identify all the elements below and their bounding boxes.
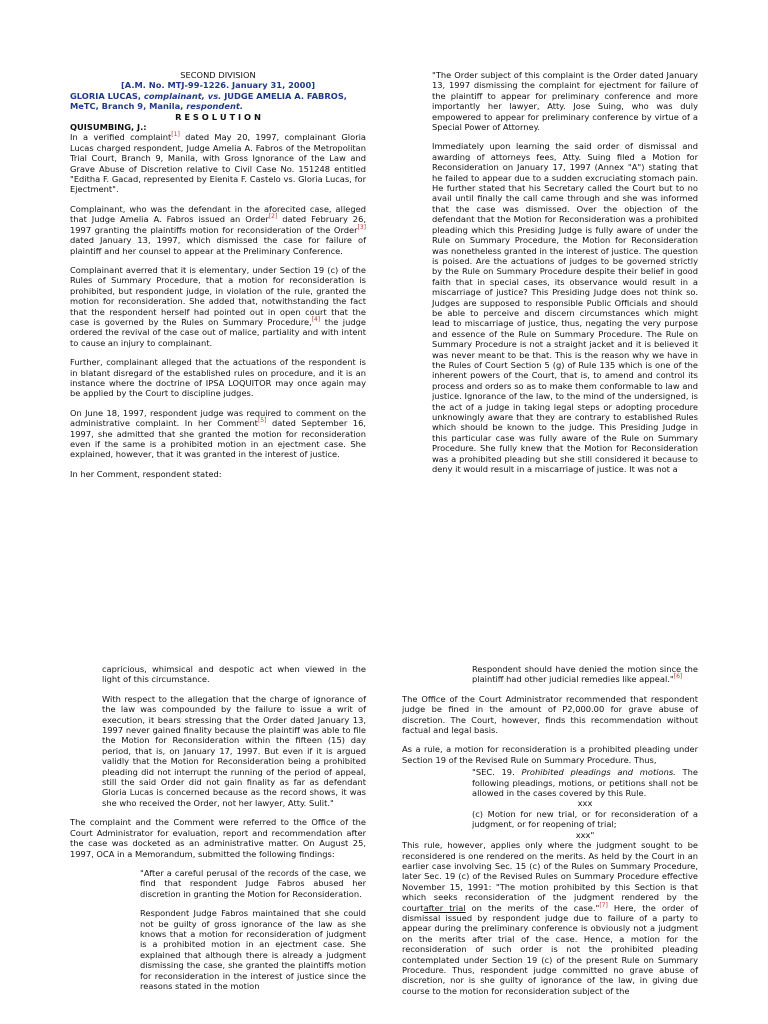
quoted-paragraph: Respondent Judge Fabros maintained that she could not be guilty of gross ignorance of the law as she knows that a motion for reconsideration of judgment is a prohibited motion in an ejectment case. She explained that although there is already a judgment dismissing the case, she granted the plaintiffs motion for reconsideration in the interest of justice since the reasons stated in the motion (140, 908, 366, 991)
quoted-paragraph: Respondent should have denied the motion since the plaintiff had other judicial remedies like appeal."[6] (472, 664, 698, 685)
paragraph: The complaint and the Comment were referred to the Office of the Court Administrator for evaluation, report and recommendation after the case was docketed as an administrative matter. On August 25, 1997, OCA in a Memorandum, submitted the following findings: (70, 817, 366, 859)
paragraph: In a verified complaint[1] dated May 20, 1997, complainant Gloria Lucas charged respondent, Judge Amelia A. Fabros of the Metropolitan Trial Court, Branch 9, Manila, with Gross Ignorance of the Law and Grave Abuse of Discretion relative to Civil Case No. 151248 entitled "Editha F. Gacad, represented by Elenita F. Castelo vs. Gloria Lucas, for Ejectment". (70, 131, 366, 195)
paragraph: This rule, however, applies only where the judgment sought to be reconsidered is one rendered on the merits. As held by the Court in an earlier case involving Sec. 15 (c) of the Rules on Summary Procedure, later Sec. 19 (c) of the Revised Rules on Summary Procedure effective November 15, 1991: "The motion prohibited by this Section is that which seeks reconsideration of the judgment rendered by the courtafter trial on the merits of the case."[7] Here, the order of dismissal issued by respondent judge due to failure of a party to appear during the preliminary conference is obviously not a judgment on the merits after trial of the case. Hence, a motion for the reconsideration of such order is not the prohibited pleading contemplated under Section 19 (c) of the present Rule on Summary Procedure. Thus, respondent judge committed no grave abuse of discretion, nor is she guilty of ignorance of the law, in giving due course to the motion for reconsideration subject of the (402, 840, 698, 996)
quoted-paragraph: capricious, whimsical and despotic act when viewed in the light of this circumstance. (102, 664, 366, 685)
ellipsis-separator: xxx (577, 798, 593, 809)
footnote-link[interactable]: [5] (257, 417, 267, 425)
footnote-link[interactable]: [6] (673, 673, 683, 681)
footnote-link[interactable]: [2] (268, 213, 278, 221)
paragraph: Further, complainant alleged that the actuations of the respondent is in blatant disregard of the established rules on procedure, and it is an instance where the doctrine of IPSA LOQUITOR may once again may be applied by the Court to discipline judges. (70, 357, 366, 399)
paragraph: As a rule, a motion for reconsideration is a prohibited pleading under Section 19 of the Revised Rule on Summary Procedure. Thus, (402, 744, 698, 765)
quoted-rule: "SEC. 19. Prohibited pleadings and motions. The following pleadings, motions, or petitions shall not be allowed in the cases covered by this Rule. (472, 767, 698, 799)
quoted-paragraph: "After a careful perusal of the records of the case, we find that respondent Judge Fabros abused her discretion in granting the Motion for Reconsideration. (140, 867, 366, 899)
quoted-paragraph: Immediately upon learning the said order of dismissal and awarding of attorneys fees, Atty. Suing filed a Motion for Reconsideration on January 17, 1997 (Annex "A") stating that he failed to appear due to a sudden excruciating stomach pain. He further stated that his Secretary called the Court but to no avail until finally the call came through and she was informed that the case was dismissed. Over the objection of the defendant that the Motion for Reconsideration was a prohibited pleading which this Presiding Judge is fully aware of under the Rule on Summary Procedure, the Motion for Reconsideration was nonetheless granted in the interest of justice. The question is poised. Are the actuations of judges to be governed strictly by the Rule on Summary Procedure despite their belief in good faith that in special cases, its observance would result in a miscarriage of justice? This Presiding Judge does not think so. Judges are supposed to responsible Public Officials and should be able to perceive and discern circumstances which might lead to miscarriage of justice, thus, negating the very purpose and essence of the Rule on Summary Procedure. The Rule on Summary Procedure is not a straight jacket and it is believed it was never meant to be that. This is the reason why we have in the Rules of Court Section 5 (g) of Rule 135 which is one of the inherent powers of the Court, that is, to amend and control its process and orders so as to make them conformable to law and justice. Ignorance of the law, to the mind of the undersigned, is the act of a judge in taking legal steps or adopting procedure unknowingly aware that they are contrary to established Rules which should be known to the judge. This Presiding Judge in this particular case was fully aware of the Rule on Summary Procedure. She fully knew that the Motion for Reconsideration was a prohibited pleading but she still considered it because to deny it would result in a miscarriage of justice. It was not a (432, 141, 698, 475)
resolution-heading: R E S O L U T I O N (175, 111, 261, 122)
quoted-rule: (c) Motion for new trial, or for reconsideration of a judgment, or for reopening of trial; (472, 808, 698, 830)
footnote-link[interactable]: [4] (311, 316, 321, 324)
page1-left-column (70, 70, 366, 488)
paragraph: Complainant averred that it is elementary, under Section 19 (c) of the Rules of Summary Procedure, that a motion for reconsideration is prohibited, but respondent judge, in violation of the rule, granted the motion for reconsideration. She added that, notwithstanding the fact that the respondent herself had pointed out in open court that the case is governed by the Rules on Summary Procedure,[4] the judge ordered the revival of the case out of malice, partiality and with intent to cause an injury to complainant. (70, 264, 366, 348)
quoted-paragraph: "The Order subject of this complaint is the Order dated January 13, 1997 dismissing the complaint for ejectment for failure of the plaintiff to appear for preliminary conference and more importantly her lawyer, Atty. Jose Suing, who was duly empowered to appear for preliminary conference by virtue of a Special Power of Attorney. (432, 70, 698, 133)
ellipsis-separator: xxx" (575, 829, 595, 840)
ponente: QUISUMBING, J.: (70, 122, 147, 133)
page2-left-column (70, 664, 366, 1000)
page2-right-column (402, 664, 698, 1005)
footnote-link[interactable]: [3] (357, 223, 366, 231)
page1-right-column (432, 70, 698, 483)
paragraph: In her Comment, respondent stated: (70, 468, 222, 479)
paragraph: On June 18, 1997, respondent judge was required to comment on the administrative complaint. In her Comment[5] dated September 16, 1997, she admitted that she granted the motion for reconsideration even if the same is a prohibited motion in an ejectment case. She explained, however, that it was granted in the interest of justice. (70, 407, 366, 460)
paragraph: The Office of the Court Administrator recommended that respondent judge be fined in the amount of P2,000.00 for grave abuse of discretion. The Court, however, finds this recommendation without factual and legal basis. (402, 693, 698, 736)
paragraph: Complainant, who was the defendant in the aforecited case, alleged that Judge Amelia A. Fabros issued an Order[2] dated February 26, 1997 granting the plaintiffs motion for reconsideration of the Order[3] dated January 13, 1997, which dismissed the case for failure of plaintiff and her counsel to appear at the Preliminary Conference. (70, 203, 366, 256)
quoted-paragraph: With respect to the allegation that the charge of ignorance of the law was compounded by the failure to issue a writ of execution, it bears stressing that the Order dated January 13, 1997 never gained finality because the plaintiff was able to file the Motion for Reconsideration within the fifteen (15) day period, that is, on January 17, 1997. But even if it is argued validly that the Motion for Reconsideration being a prohibited pleading did not interrupt the running of the period of appeal, still the said Order did not gain finality as far as defendant Gloria Lucas is concerned because as the record shows, it was she who received the Order, not her lawyer, Atty. Sulit." (102, 693, 366, 808)
case-parties: GLORIA LUCAS, complainant, vs. JUDGE AMELIA A. FABROS, MeTC, Branch 9, Manila, respondent. (70, 90, 347, 112)
footnote-link[interactable]: [1] (171, 131, 180, 139)
footnote-link[interactable]: [7] (599, 901, 608, 909)
case-number-link[interactable]: [A.M. No. MTJ-99-1226. January 31, 2000] (120, 80, 316, 91)
division-heading: SECOND DIVISION (180, 70, 256, 80)
